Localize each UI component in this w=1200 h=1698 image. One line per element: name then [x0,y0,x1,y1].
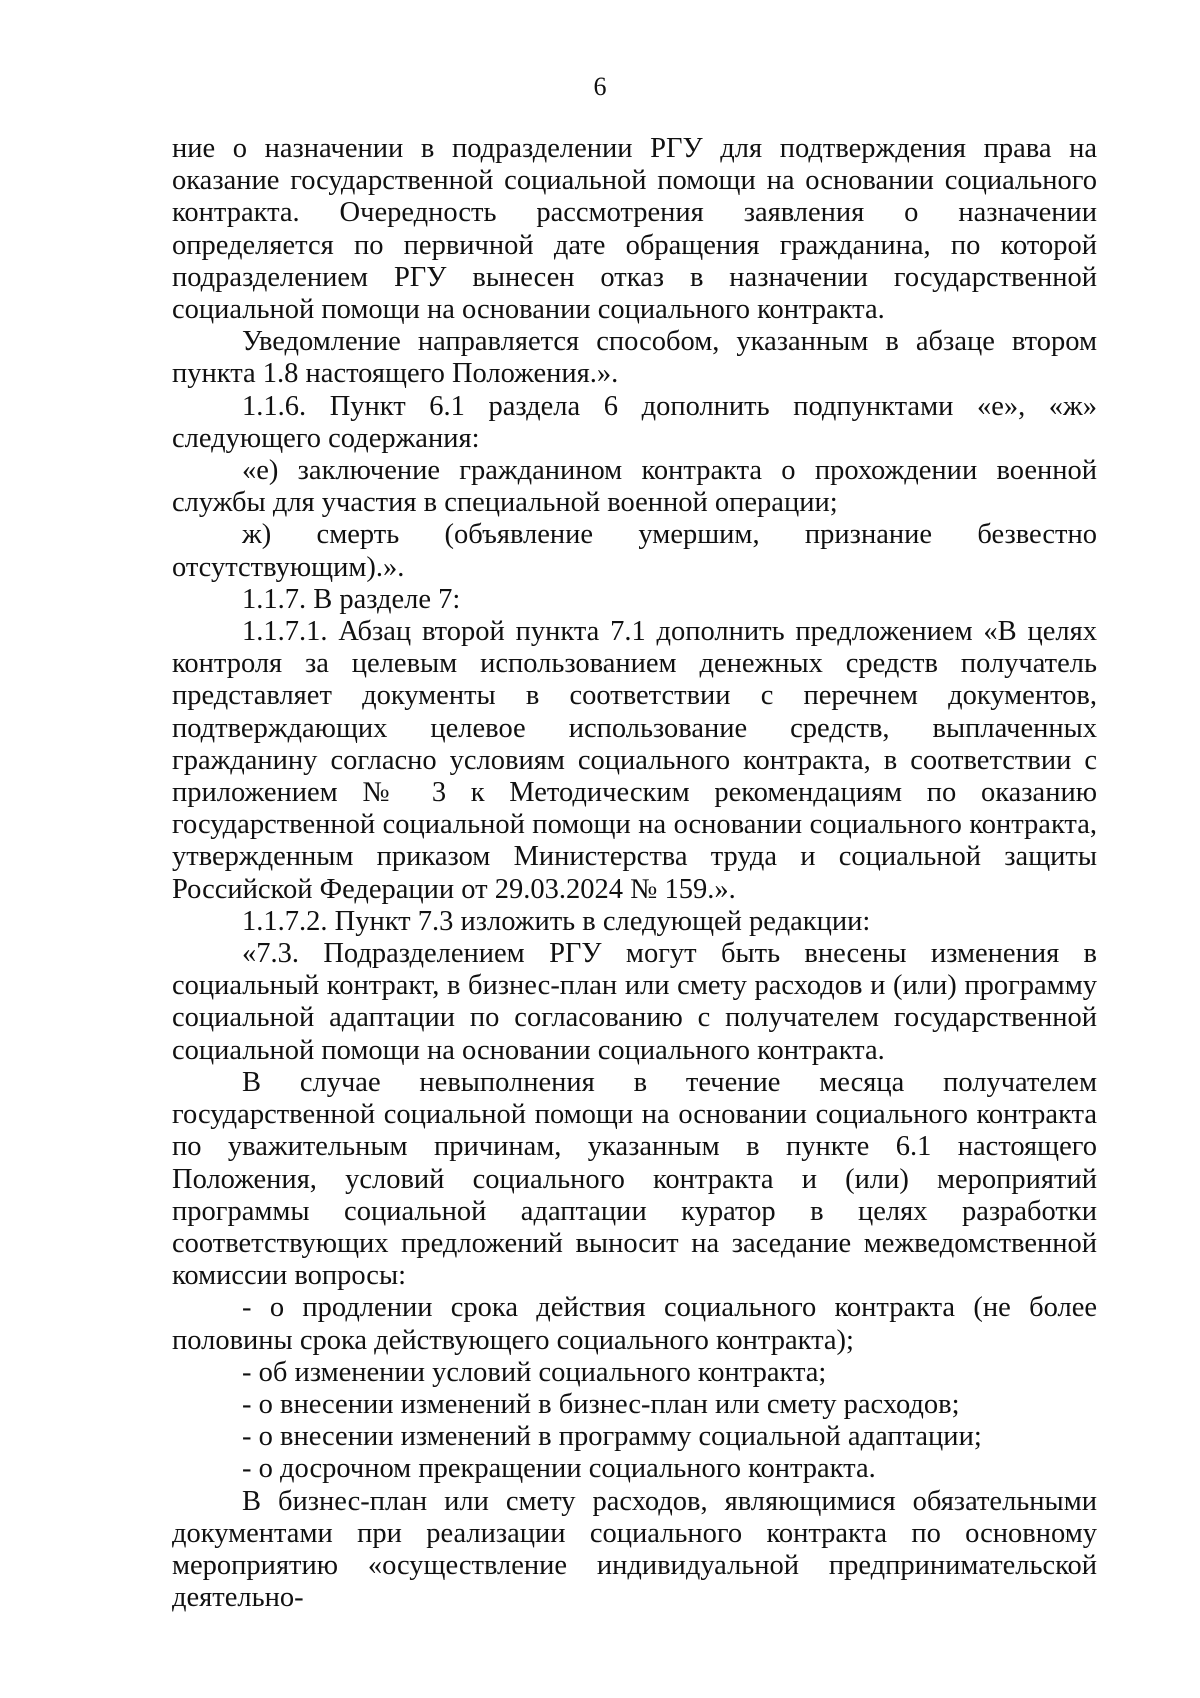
list-item: - о продлении срока действия социального контракта (не более половины срока действующего социального контракта); [172,1292,1097,1356]
list-item: - о внесении изменений в бизнес-план или смету расходов; [242,1388,960,1420]
paragraph: «7.3. Подразделением РГУ могут быть внесены изменения в социальный контракт, в бизнес-план или смету расходов и (или) программу социальной адаптации по согласованию с получателем государственной социальной помощи на основании социального контракта. [172,938,1097,1066]
paragraph: В бизнес-план или смету расходов, являющимися обязательными документами при реализации социального контракта по основному мероприятию «осуществление индивидуальной предпринимательской деятельно- [172,1485,1097,1614]
paragraph: «е) заключение гражданином контракта о прохождении военной службы для участия в специальной военной операции; [172,455,1097,519]
list-item: - о досрочном прекращении социального контракта. [242,1453,876,1485]
paragraph: Уведомление направляется способом, указанным в абзаце втором пункта 1.8 настоящего Положения.». [172,326,1097,390]
paragraph: 1.1.7. В разделе 7: [242,583,461,615]
paragraph: В случае невыполнения в течение месяца получателем государственной социальной помощи на основании социального контракта по уважительным причинам, указанным в пункте 6.1 настоящего Положения, условий социального контракта и (или) мероприятий программы социальной адаптации куратор в целях разработки соответствующих предложений выносит на заседание межведомственной комиссии вопросы: [172,1066,1097,1292]
list-item: - об изменении условий социального контракта; [242,1356,827,1388]
list-item: - о внесении изменений в программу социальной адаптации; [242,1421,982,1453]
document-body [172,133,1097,1614]
paragraph: ж) смерть (объявление умершим, признание безвестно отсутствующим).». [172,519,1097,583]
paragraph: 1.1.6. Пункт 6.1 раздела 6 дополнить подпунктами «е», «ж» следующего содержания: [172,390,1097,454]
page-number: 6 [593,72,607,101]
paragraph: 1.1.7.2. Пункт 7.3 изложить в следующей редакции: [242,905,871,937]
paragraph: 1.1.7.1. Абзац второй пункта 7.1 дополнить предложением «В целях контроля за целевым использованием денежных средств получатель представляет документы в соответствии с перечнем документов, подтверждающих целевое использование средств, выплаченных гражданину согласно условиям социального контракта, в соответствии с приложением № 3 к Методическим рекомендациям по оказанию государственной социальной помощи на основании социального контракта, утвержденным приказом Министерства труда и социальной защиты Российской Федерации от 29.03.2024 № 159.». [172,616,1097,905]
paragraph: ние о назначении в подразделении РГУ для подтверждения права на оказание государственной социальной помощи на основании социального контракта. Очередность рассмотрения заявления о назначении определяется по первичной дате обращения гражданина, по которой подразделением РГУ вынесен отказ в назначении государственной социальной помощи на основании социального контракта. [172,133,1097,326]
